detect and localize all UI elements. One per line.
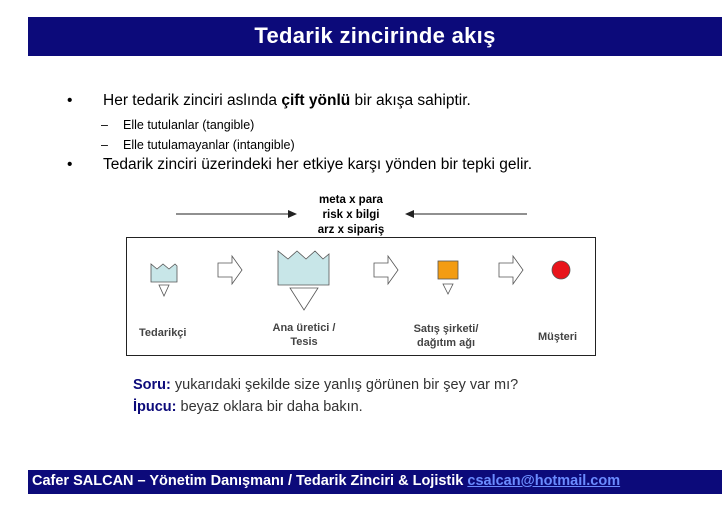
retailer-label-line-2: dağıtım ağı (416, 337, 476, 349)
flow-label-risk-info: risk x bilgi (322, 209, 380, 221)
slide-title: Tedarik zincirinde akış (254, 23, 496, 48)
bullet-2-text: Tedarik zinciri üzerindeki her etkiye karşı yönden bir tepki gelir. (103, 156, 533, 173)
hint-label: İpucu: (133, 399, 177, 415)
bullet-dot: • (67, 92, 73, 109)
bullet-dot: • (67, 156, 73, 173)
bullet-1-text-pre: Her tedarik zinciri aslında (103, 92, 282, 109)
flow-label-material-money: meta x para (319, 194, 383, 206)
question-label: Soru: (133, 377, 171, 393)
footer-email-link[interactable]: csalcan@hotmail.com (467, 473, 621, 489)
customer-label: Müşteri (538, 331, 578, 343)
sub-bullet-tangible-text: Elle tutulanlar (tangible) (123, 118, 255, 132)
question (133, 377, 518, 393)
hint-text: beyaz oklara bir daha bakın. (176, 399, 363, 415)
supplier-label: Tedarikçi (139, 327, 187, 339)
sub-dash: – (101, 138, 108, 152)
sub-bullet-intangible-text: Elle tutulamayanlar (intangible) (123, 138, 295, 152)
manufacturer-label-line-2: Tesis (290, 336, 318, 348)
manufacturer-label-line-1: Ana üretici / (272, 322, 336, 334)
flow-label-supply-order: arz x sipariş (317, 224, 385, 236)
retailer-label-line-1: Satış şirketi/ (413, 323, 479, 335)
question-text: yukarıdaki şekilde size yanlış görünen bir şey var mı? (170, 377, 519, 393)
retailer-label (405, 322, 487, 350)
bullet-1-text-post: bir akışa sahiptir. (350, 92, 471, 109)
bullet-1-text-bold: çift yönlü (281, 92, 351, 109)
footer-text (32, 473, 620, 489)
footer-author: Cafer SALCAN – Yönetim Danışmanı / Tedarik Zinciri & Lojistik (32, 473, 468, 489)
sub-dash: – (101, 118, 108, 132)
hint (133, 399, 363, 415)
manufacturer-label (266, 321, 342, 349)
footer-bar (28, 470, 722, 494)
